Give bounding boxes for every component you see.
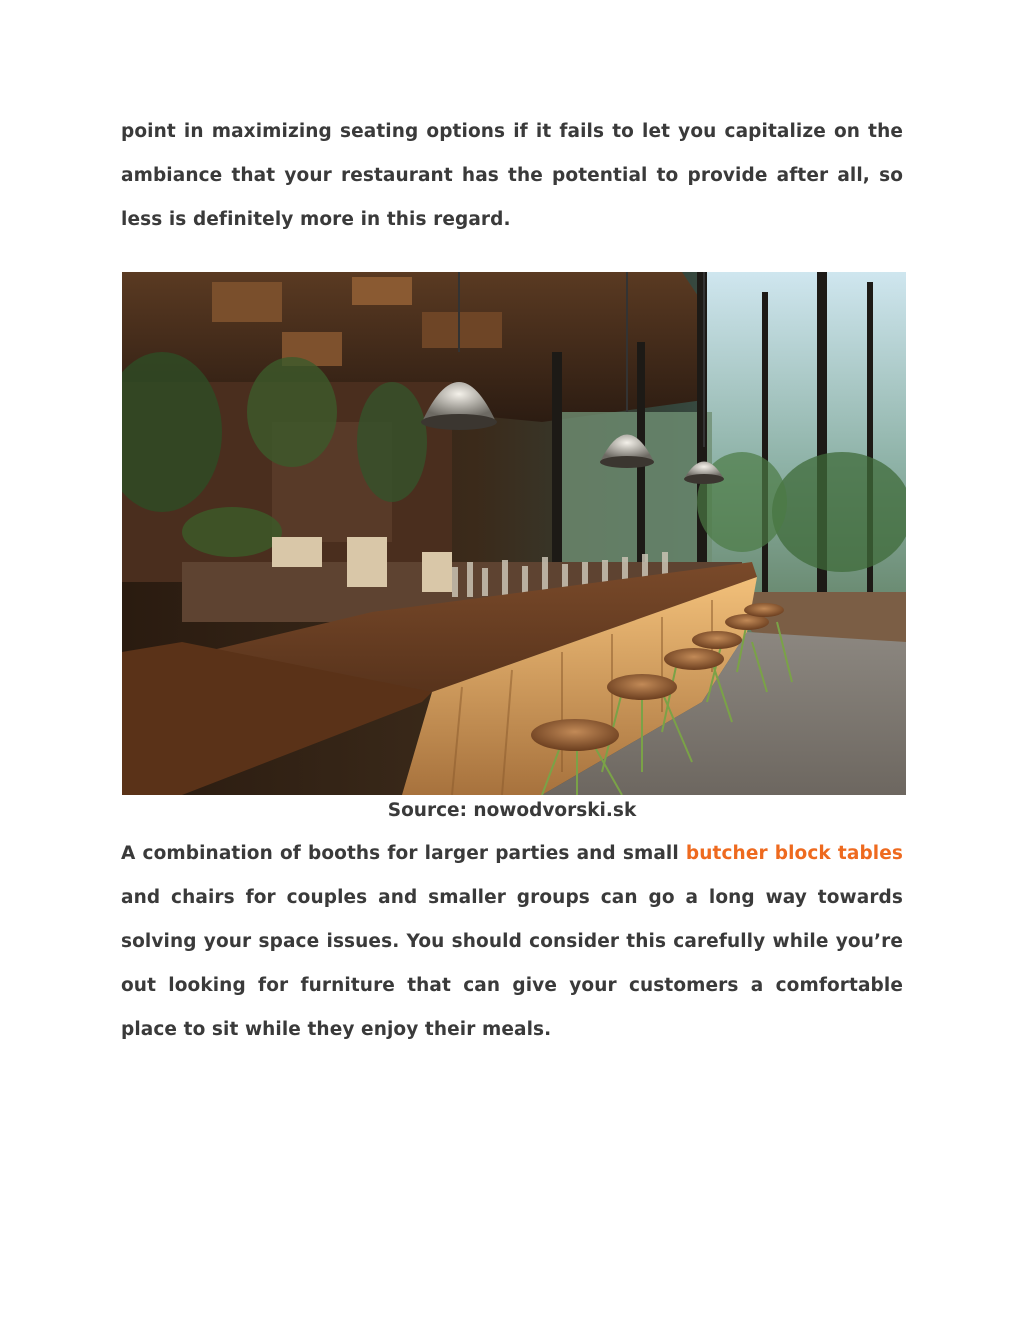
butcher-block-tables-link[interactable]: butcher block tables bbox=[685, 843, 903, 864]
paragraph-booths bbox=[121, 832, 903, 1052]
image-caption: Source: nowodvorski.sk bbox=[387, 800, 637, 821]
paragraph-intro: point in maximizing seating options if it fails to let you capitalize on the ambiance that your restaurant has the potential to provide after all, so less is definitely more in this regard. bbox=[121, 121, 903, 230]
paragraph-text-after-link: and chairs for couples and smaller groups can go a long way towards solving your space issues. You should consider this carefully while you’re out looking for furniture that can give your customers a comfortable place to sit while they enjoy their meals. bbox=[121, 887, 903, 1040]
paragraph-text-before-link: A combination of booths for larger parties and small bbox=[121, 843, 686, 864]
restaurant-bar-photo bbox=[122, 272, 906, 795]
